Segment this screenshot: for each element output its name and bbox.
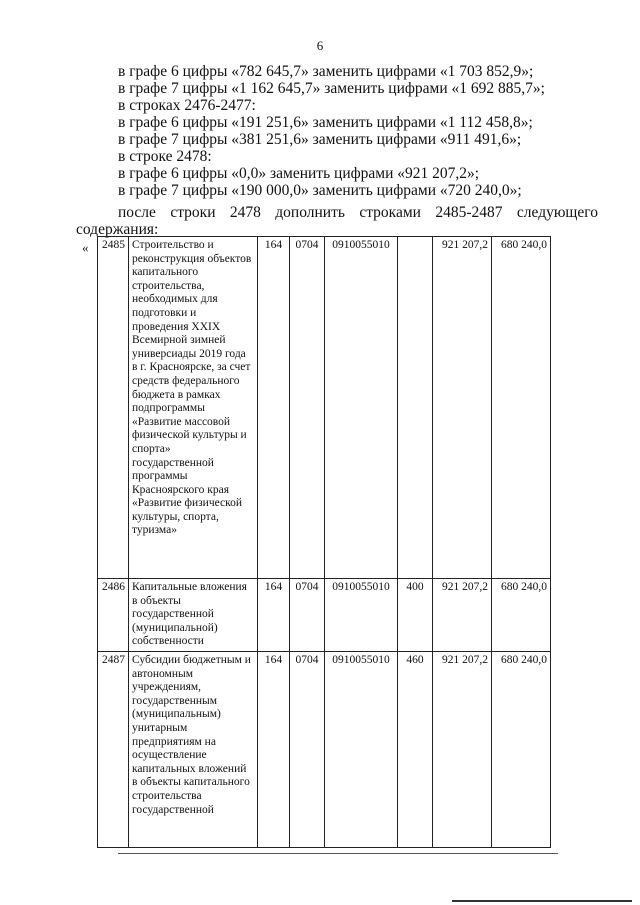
admin-code: 164	[258, 651, 290, 847]
table-row	[98, 651, 551, 847]
word: строки	[170, 204, 216, 221]
row-name: Строительство и реконструкция объектов капитального строительства, необходимых для подготовки и проведения XXIX Всемирной зимней универсиады 2019 года в г. Красноярске, за счет средств федерального бюджета в рамках подпрограммы «Развитие массовой физической культуры и спорта» государственной программы Красноярского края «Развитие физической культуры, спорта, туризма»	[129, 237, 258, 579]
scan-edge-mark	[452, 900, 632, 902]
value-2018: 921 207,2	[433, 237, 492, 579]
paragraph-line: в графе 7 цифры «190 000,0» заменить цифрами «720 240,0»;	[118, 182, 522, 199]
section-code: 0704	[290, 579, 325, 652]
section-code: 0704	[290, 651, 325, 847]
word: 2485-2487	[435, 204, 503, 221]
admin-code: 164	[258, 579, 290, 652]
value-2019: 680 240,0	[492, 579, 551, 652]
paragraph-line: в строках 2476-2477:	[118, 97, 256, 114]
word: 2478	[229, 204, 261, 221]
justified-line	[118, 204, 598, 221]
word: следующего	[516, 204, 598, 221]
paragraph-line: в графе 6 цифры «191 251,6» заменить цифрами «1 112 458,8»;	[118, 114, 533, 131]
row-number: 2485	[98, 237, 129, 579]
paragraph-line: в графе 7 цифры «381 251,6» заменить цифрами «911 491,6»;	[118, 131, 522, 148]
type-code	[398, 237, 433, 579]
word: дополнить	[275, 204, 345, 221]
paragraph-line: в графе 6 цифры «0,0» заменить цифрами «921 207,2»;	[118, 165, 480, 182]
word: после	[118, 204, 156, 221]
table-row	[98, 579, 551, 652]
row-name: Капитальные вложения в объекты государственной (муниципальной) собственности	[129, 579, 258, 652]
type-code: 400	[398, 579, 433, 652]
value-2018: 921 207,2	[433, 651, 492, 847]
table-row	[98, 237, 551, 579]
target-code: 0910055010	[325, 237, 398, 579]
value-2019: 680 240,0	[492, 651, 551, 847]
word: строками	[359, 204, 421, 221]
value-2018: 921 207,2	[433, 579, 492, 652]
open-quote: «	[82, 240, 89, 255]
section-code: 0704	[290, 237, 325, 579]
table-bottom-rule	[118, 853, 558, 854]
target-code: 0910055010	[325, 651, 398, 847]
target-code: 0910055010	[325, 579, 398, 652]
budget-table	[97, 236, 551, 848]
row-name: Субсидии бюджетным и автономным учреждениям, государственным (муниципальным) унитарным предприятиям на осуществление капитальных вложений в объекты капитального строительства государственной	[129, 651, 258, 847]
content-word: содержания:	[76, 221, 159, 238]
paragraph-line: в строке 2478:	[118, 148, 212, 165]
row-number: 2487	[98, 651, 129, 847]
admin-code: 164	[258, 237, 290, 579]
type-code: 460	[398, 651, 433, 847]
paragraph-line: в графе 7 цифры «1 162 645,7» заменить цифрами «1 692 885,7»;	[118, 80, 545, 97]
row-number: 2486	[98, 579, 129, 652]
value-2019: 680 240,0	[492, 237, 551, 579]
paragraph-line: в графе 6 цифры «782 645,7» заменить цифрами «1 703 852,9»;	[118, 63, 534, 80]
page-number: 6	[316, 38, 324, 53]
